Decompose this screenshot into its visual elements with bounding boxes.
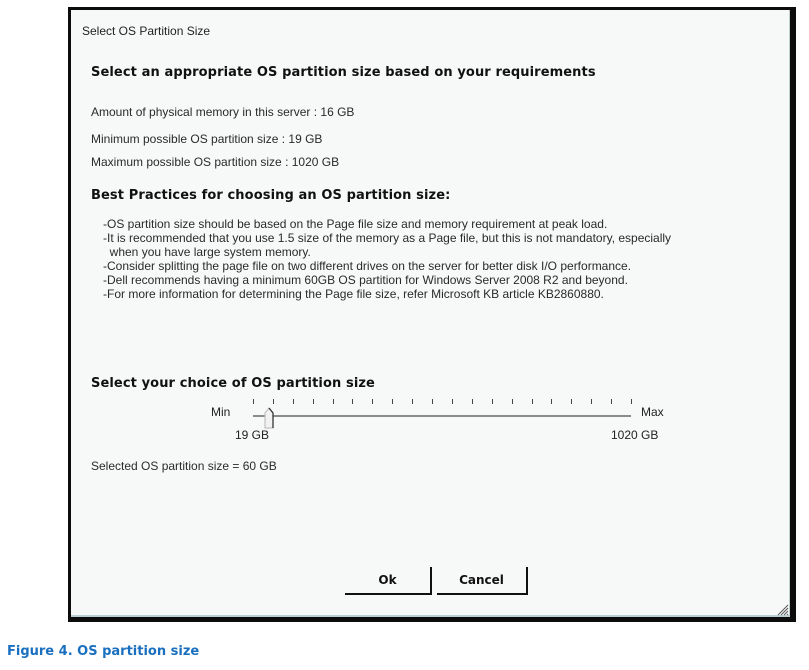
resize-grip-icon[interactable]: [775, 602, 789, 616]
selected-partition-size: Selected OS partition size = 60 GB: [91, 459, 277, 473]
ok-button[interactable]: Ok: [345, 567, 432, 595]
slider-tick: [512, 399, 513, 404]
best-practice-item: -Dell recommends having a minimum 60GB OS partition for Windows Server 2008 R2 and beyond.: [103, 273, 628, 287]
partition-size-slider[interactable]: [211, 397, 681, 447]
os-partition-dialog: [68, 7, 796, 622]
slider-tick: [392, 399, 393, 404]
best-practices-list: [103, 217, 671, 301]
minimum-partition-info: Minimum possible OS partition size : 19 GB: [91, 132, 323, 146]
figure-caption: Figure 4. OS partition size: [7, 644, 200, 659]
slider-min-label: Min: [211, 405, 231, 419]
slider-max-value: 1020 GB: [611, 428, 659, 442]
slider-tick: [253, 399, 254, 404]
slider-tick: [611, 399, 612, 404]
slider-thumb[interactable]: [264, 407, 274, 429]
slider-track[interactable]: [253, 415, 631, 417]
slider-tick: [591, 399, 592, 404]
slider-tick: [412, 399, 413, 404]
best-practice-item: -It is recommended that you use 1.5 size of the memory as a Page file, but this is not mandatory, especially: [103, 231, 672, 245]
slider-max-label: Max: [641, 405, 664, 419]
slider-tick: [551, 399, 552, 404]
choice-heading: Select your choice of OS partition size: [91, 376, 375, 391]
best-practice-item: -OS partition size should be based on the Page file size and memory requirement at peak load.: [103, 217, 608, 231]
best-practices-heading: Best Practices for choosing an OS partition size:: [91, 188, 451, 203]
slider-tick: [532, 399, 533, 404]
slider-tick: [631, 399, 632, 404]
slider-tick: [352, 399, 353, 404]
slider-tick: [333, 399, 334, 404]
best-practice-item: when you have large system memory.: [103, 245, 311, 259]
slider-tick: [432, 399, 433, 404]
slider-tick: [273, 399, 274, 404]
slider-tick: [293, 399, 294, 404]
dialog-inner-border: [71, 10, 790, 617]
slider-min-value: 19 GB: [235, 428, 270, 442]
best-practice-item: -Consider splitting the page file on two different drives on the server for better disk I/O performance.: [103, 259, 632, 273]
slider-tick: [571, 399, 572, 404]
slider-tick: [492, 399, 493, 404]
slider-tick: [313, 399, 314, 404]
cancel-button[interactable]: Cancel: [437, 567, 528, 595]
physical-memory-info: Amount of physical memory in this server : 16 GB: [91, 105, 355, 119]
maximum-partition-info: Maximum possible OS partition size : 1020 GB: [91, 155, 340, 169]
slider-tick: [452, 399, 453, 404]
dialog-title: Select OS Partition Size: [82, 24, 211, 38]
slider-tick: [372, 399, 373, 404]
best-practice-item: -For more information for determining the Page file size, refer Microsoft KB article KB2860880.: [103, 287, 604, 301]
slider-tick: [472, 399, 473, 404]
section-heading: Select an appropriate OS partition size based on your requirements: [91, 65, 596, 80]
